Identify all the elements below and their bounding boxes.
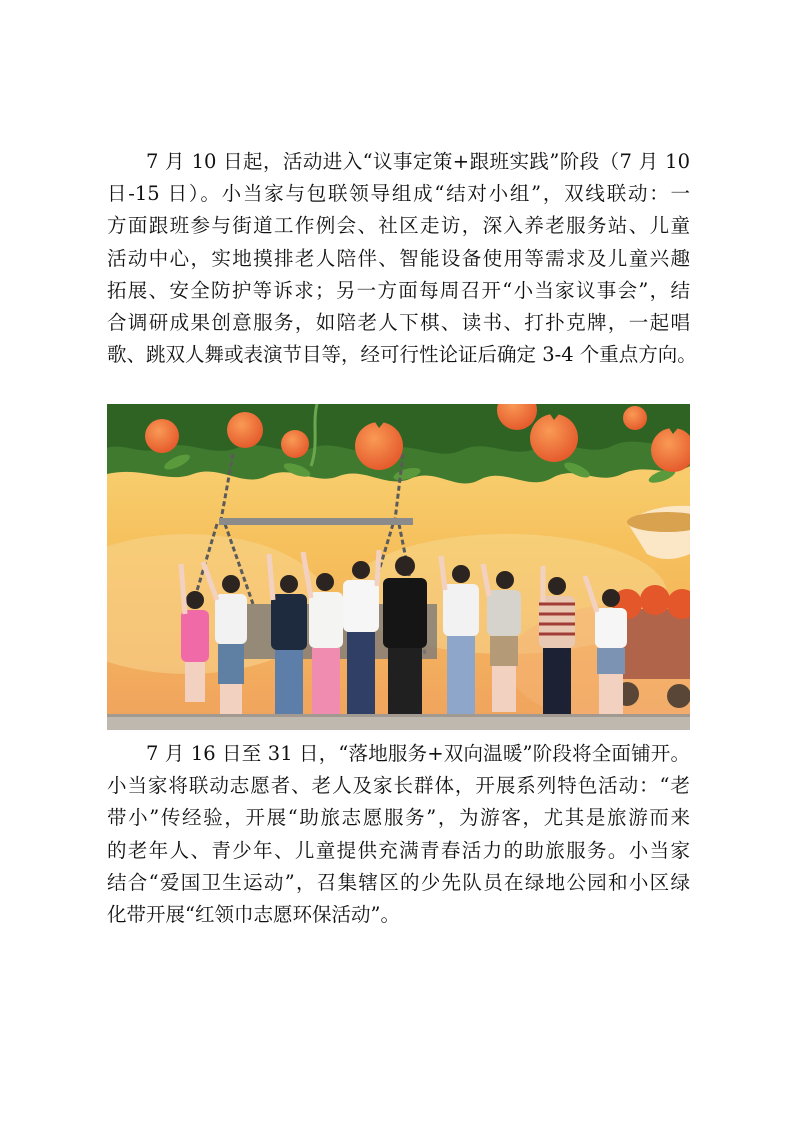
paragraph-line: 带小”传经验，开展“助旅志愿服务”，为游客，尤其是旅游而来 [107,806,690,830]
paragraph-line: 7 月 10 日起，活动进入“议事定策+跟班实践”阶段（7 月 10 [146,150,690,173]
paragraph-line: 化带开展“红领巾志愿环保活动”。 [107,903,400,927]
paragraph-line: 拓展、安全防护等诉求；另一方面每周召开“小当家议事会”，结 [107,278,690,302]
paragraph-line: 活动中心，实地摸排老人陪伴、智能设备使用等需求及儿童兴趣 [107,246,690,270]
paragraph-line: 的老年人、青少年、儿童提供充满青春活力的助旅服务。小当家 [107,838,690,862]
paragraph-line: 结合“爱国卫生运动”，召集辖区的少先队员在绿地公园和小区绿 [107,870,690,894]
paragraph-line: 方面跟班参与街道工作例会、社区走访，深入养老服务站、儿童 [107,214,690,238]
paragraph-line: 日-15 日）。小当家与包联领导组成“结对小组”，双线联动：一 [107,182,690,206]
paragraph-line: 小当家将联动志愿者、老人及家长群体，开展系列特色活动：“老 [107,774,690,798]
paragraph-stage-two [107,146,697,371]
paragraph-stage-three [107,738,690,931]
paragraph-line: 7 月 16 日至 31 日，“落地服务+双向温暖”阶段将全面铺开。 [146,742,690,765]
paragraph-line: 歌、跳双人舞或表演节目等，经可行性论证后确定 3-4 个重点方向。 [107,343,697,367]
paragraph-line: 合调研成果创意服务，如陪老人下棋、读书、打扑克牌，一起唱 [107,311,690,335]
group-photo [107,404,690,730]
